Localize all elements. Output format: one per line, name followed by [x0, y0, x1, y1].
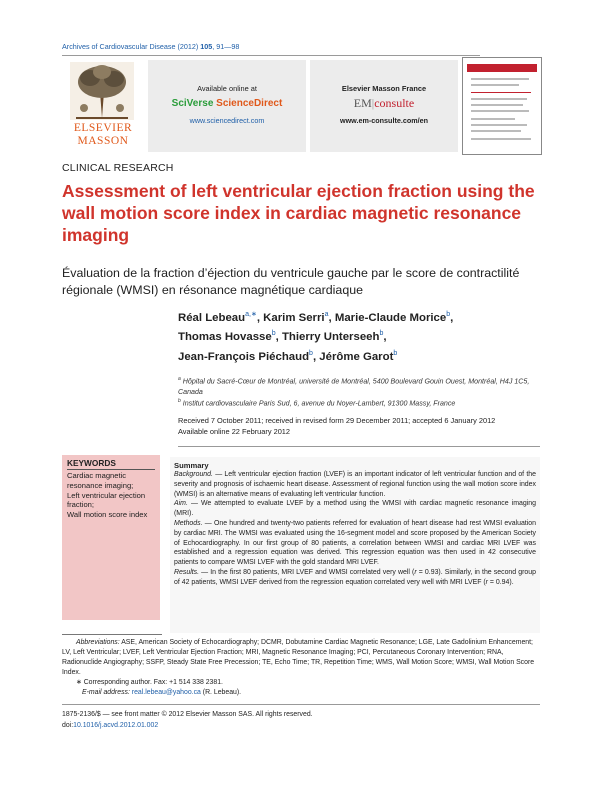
available-online-label: Available online at — [197, 84, 257, 93]
abbreviations-note: Abbreviations: ASE, American Society of Echocardiography; DCMR, Dobutamine Cardiac Magnetic Resonance; LGE, Late Gadolinium Enhancement; LV, Left Ventricular; LVEF, Left Ventricular Ejection Fraction; MRI, Magnetic Resonance Imaging; PCI, Percutaneous Coronary Intervention; RNA, Radionuclide Angiography; SSFP, Steady State Free Precession; TE, Echo Time; TR, Repetition Time; WMS, Wall Motion Score; WMSI, Wall Motion Score Index. — [62, 639, 535, 676]
em-consulte-logo — [310, 96, 458, 111]
keywords-box — [62, 455, 160, 620]
article-history — [178, 416, 546, 437]
cover-line — [471, 138, 531, 140]
logo-text-elsevier: ELSEVIER — [73, 122, 133, 134]
keyword-item: Wall motion score index — [67, 510, 148, 520]
em-publisher-label: Elsevier Masson France — [341, 84, 427, 93]
cover-line — [471, 92, 531, 93]
sciencedirect-panel — [148, 60, 306, 152]
summary-aim: Aim. — We attempted to evaluate LVEF by a method using the WMSI with cardiac magnetic resonance imaging (MRI). — [174, 500, 536, 518]
keyword-item: Left ventricular ejection fraction; — [67, 490, 146, 510]
author-affiliation-mark[interactable]: b — [446, 311, 451, 318]
summary-heading: Summary — [174, 461, 209, 470]
author: Thierry Unterseeh$^b$, — [281, 330, 387, 344]
cover-line — [471, 124, 527, 126]
footnotes — [62, 638, 540, 698]
received-dates: Received 7 October 2011; received in revised form 29 December 2011; accepted 6 January 2012 — [178, 416, 496, 425]
footer-divider — [62, 704, 540, 705]
author: Réal Lebeau$^{a,∗}$, — [178, 311, 264, 324]
page-footer — [62, 710, 540, 731]
summary-results: Results. — In the first 80 patients, MRI LVEF and WMSI correlated very well (r = 0.93). Similarly, in the second group of 42 patients, WMSI LVEF derived from the regression equation correlated very well with MRI LVEF (r = 0.94). — [174, 568, 537, 586]
author-affiliation-mark[interactable]: b — [309, 350, 313, 357]
author: Thomas Hovasse$^b$, — [178, 330, 282, 344]
footnote-divider — [62, 634, 162, 635]
email-note: E-mail address: real.lebeau@yahoo.ca (R. Lebeau). — [82, 689, 242, 696]
cover-red-strip — [467, 64, 537, 72]
keywords-divider — [67, 469, 155, 470]
doi-link[interactable]: 10.1016/j.acvd.2012.01.002 — [73, 721, 159, 729]
keywords-list — [67, 471, 155, 520]
journal-name: Archives of Cardiovascular Disease (2012) — [62, 42, 199, 51]
corresponding-author-note: ∗ Corresponding author. Fax: +1 514 338 2381. — [76, 679, 223, 686]
article-subtitle: Évaluation de la fraction d’éjection du ventricule gauche par le score de contractilité régionale (WMSI) en résonance magnétique cardiaque — [62, 266, 520, 297]
dates-divider — [178, 446, 540, 447]
author: Karim Serri$^a$, — [263, 311, 335, 324]
summary-background: Background. — Left ventricular ejection fraction (LVEF) is an important indicator of left ventricular function and of the severity and prognosis of ischaemic heart disease. Assessment of regional function using the wall motion score index (WMSI) is an alternative means of evaluating left ventricular function. — [174, 471, 536, 498]
issn-copyright: 1875-2136/$ — see front matter © 2012 Elsevier Masson SAS. All rights reserved. — [62, 711, 313, 718]
summary-box — [170, 457, 540, 633]
author: Marie-Claude Morice$^b$, — [334, 311, 454, 324]
author-affiliation-mark[interactable]: b — [379, 330, 384, 338]
keyword-item: Cardiac magnetic resonance imaging; — [67, 471, 134, 490]
em-consulte-panel — [310, 60, 458, 152]
journal-volume: 105 — [200, 42, 213, 51]
doi-line: doi:10.1016/j.acvd.2012.01.002 — [62, 721, 159, 729]
elsevier-tree-icon — [70, 62, 134, 120]
journal-citation[interactable] — [62, 42, 239, 51]
article-title: Assessment of left ventricular ejection fraction using the wall motion score index in cardiac magnetic resonance imaging — [62, 181, 535, 245]
cover-line — [471, 130, 521, 132]
elsevier-logo — [62, 60, 144, 152]
sciverse-logo — [148, 98, 306, 109]
affiliation-a: $^a$ Hôpital du Sacré-Cœur de Montréal, université de Montréal, 5400 Boulevard Gouin Ouest, Montréal, H4J 1C5, Canada — [178, 376, 530, 396]
affiliation-b: $^b$ Institut cardiovasculaire Paris Sud, 6, avenue du Noyer-Lambert, 91300 Massy, France — [178, 398, 456, 408]
sciverse-word: SciVerse — [171, 98, 217, 109]
logo-text-masson: MASSON — [77, 135, 129, 147]
author-list — [178, 307, 538, 366]
author: Jean-François Piéchaud$^b$, — [178, 350, 320, 363]
cover-line — [471, 110, 529, 112]
available-online-date: Available online 22 February 2012 — [178, 426, 291, 436]
em-logo-consulte: consulte — [374, 96, 415, 110]
sciencedirect-url[interactable]: www.sciencedirect.com — [189, 116, 265, 125]
email-link[interactable]: real.lebeau@yahoo.ca — [131, 689, 201, 696]
cover-line — [471, 104, 523, 106]
author: Jérôme Garot$^b$ — [319, 350, 398, 363]
em-logo-sep: | — [371, 96, 375, 110]
section-label: CLINICAL RESEARCH — [62, 162, 174, 174]
journal-pages: , 91—98 — [212, 42, 240, 51]
cover-line — [471, 118, 515, 120]
summary-methods: Methods. — One hundred and twenty-two patients referred for evaluation of heart disease had rest WMSI evaluation by cardiac MRI. The WMSI was evaluated using the 16-segment model and score proposed by the American Society of Echocardiography. In our first group of 80 patients, a correlation between WMSI and cardiac MRI LVEF was established and a regression equation was derived. This regression equation was then used in 42 consecutive patients to compare WMSI LVEF with the gold standard MRI LVEF. — [174, 519, 536, 567]
em-consulte-url[interactable]: www.em-consulte.com/en — [340, 116, 428, 125]
author-affiliation-mark[interactable]: b — [271, 330, 276, 338]
header-divider — [62, 55, 480, 56]
sciencedirect-word: ScienceDirect — [216, 98, 283, 109]
cover-line — [471, 98, 527, 100]
journal-cover-thumbnail — [462, 57, 542, 155]
keywords-title: KEYWORDS — [67, 458, 116, 468]
em-logo-em: EM — [353, 96, 372, 110]
author-affiliation-mark[interactable]: a,∗ — [245, 311, 257, 318]
author-affiliation-mark[interactable]: a — [324, 311, 329, 318]
cover-line — [471, 78, 529, 80]
cover-line — [471, 84, 519, 86]
author-affiliation-mark[interactable]: b — [393, 350, 398, 357]
